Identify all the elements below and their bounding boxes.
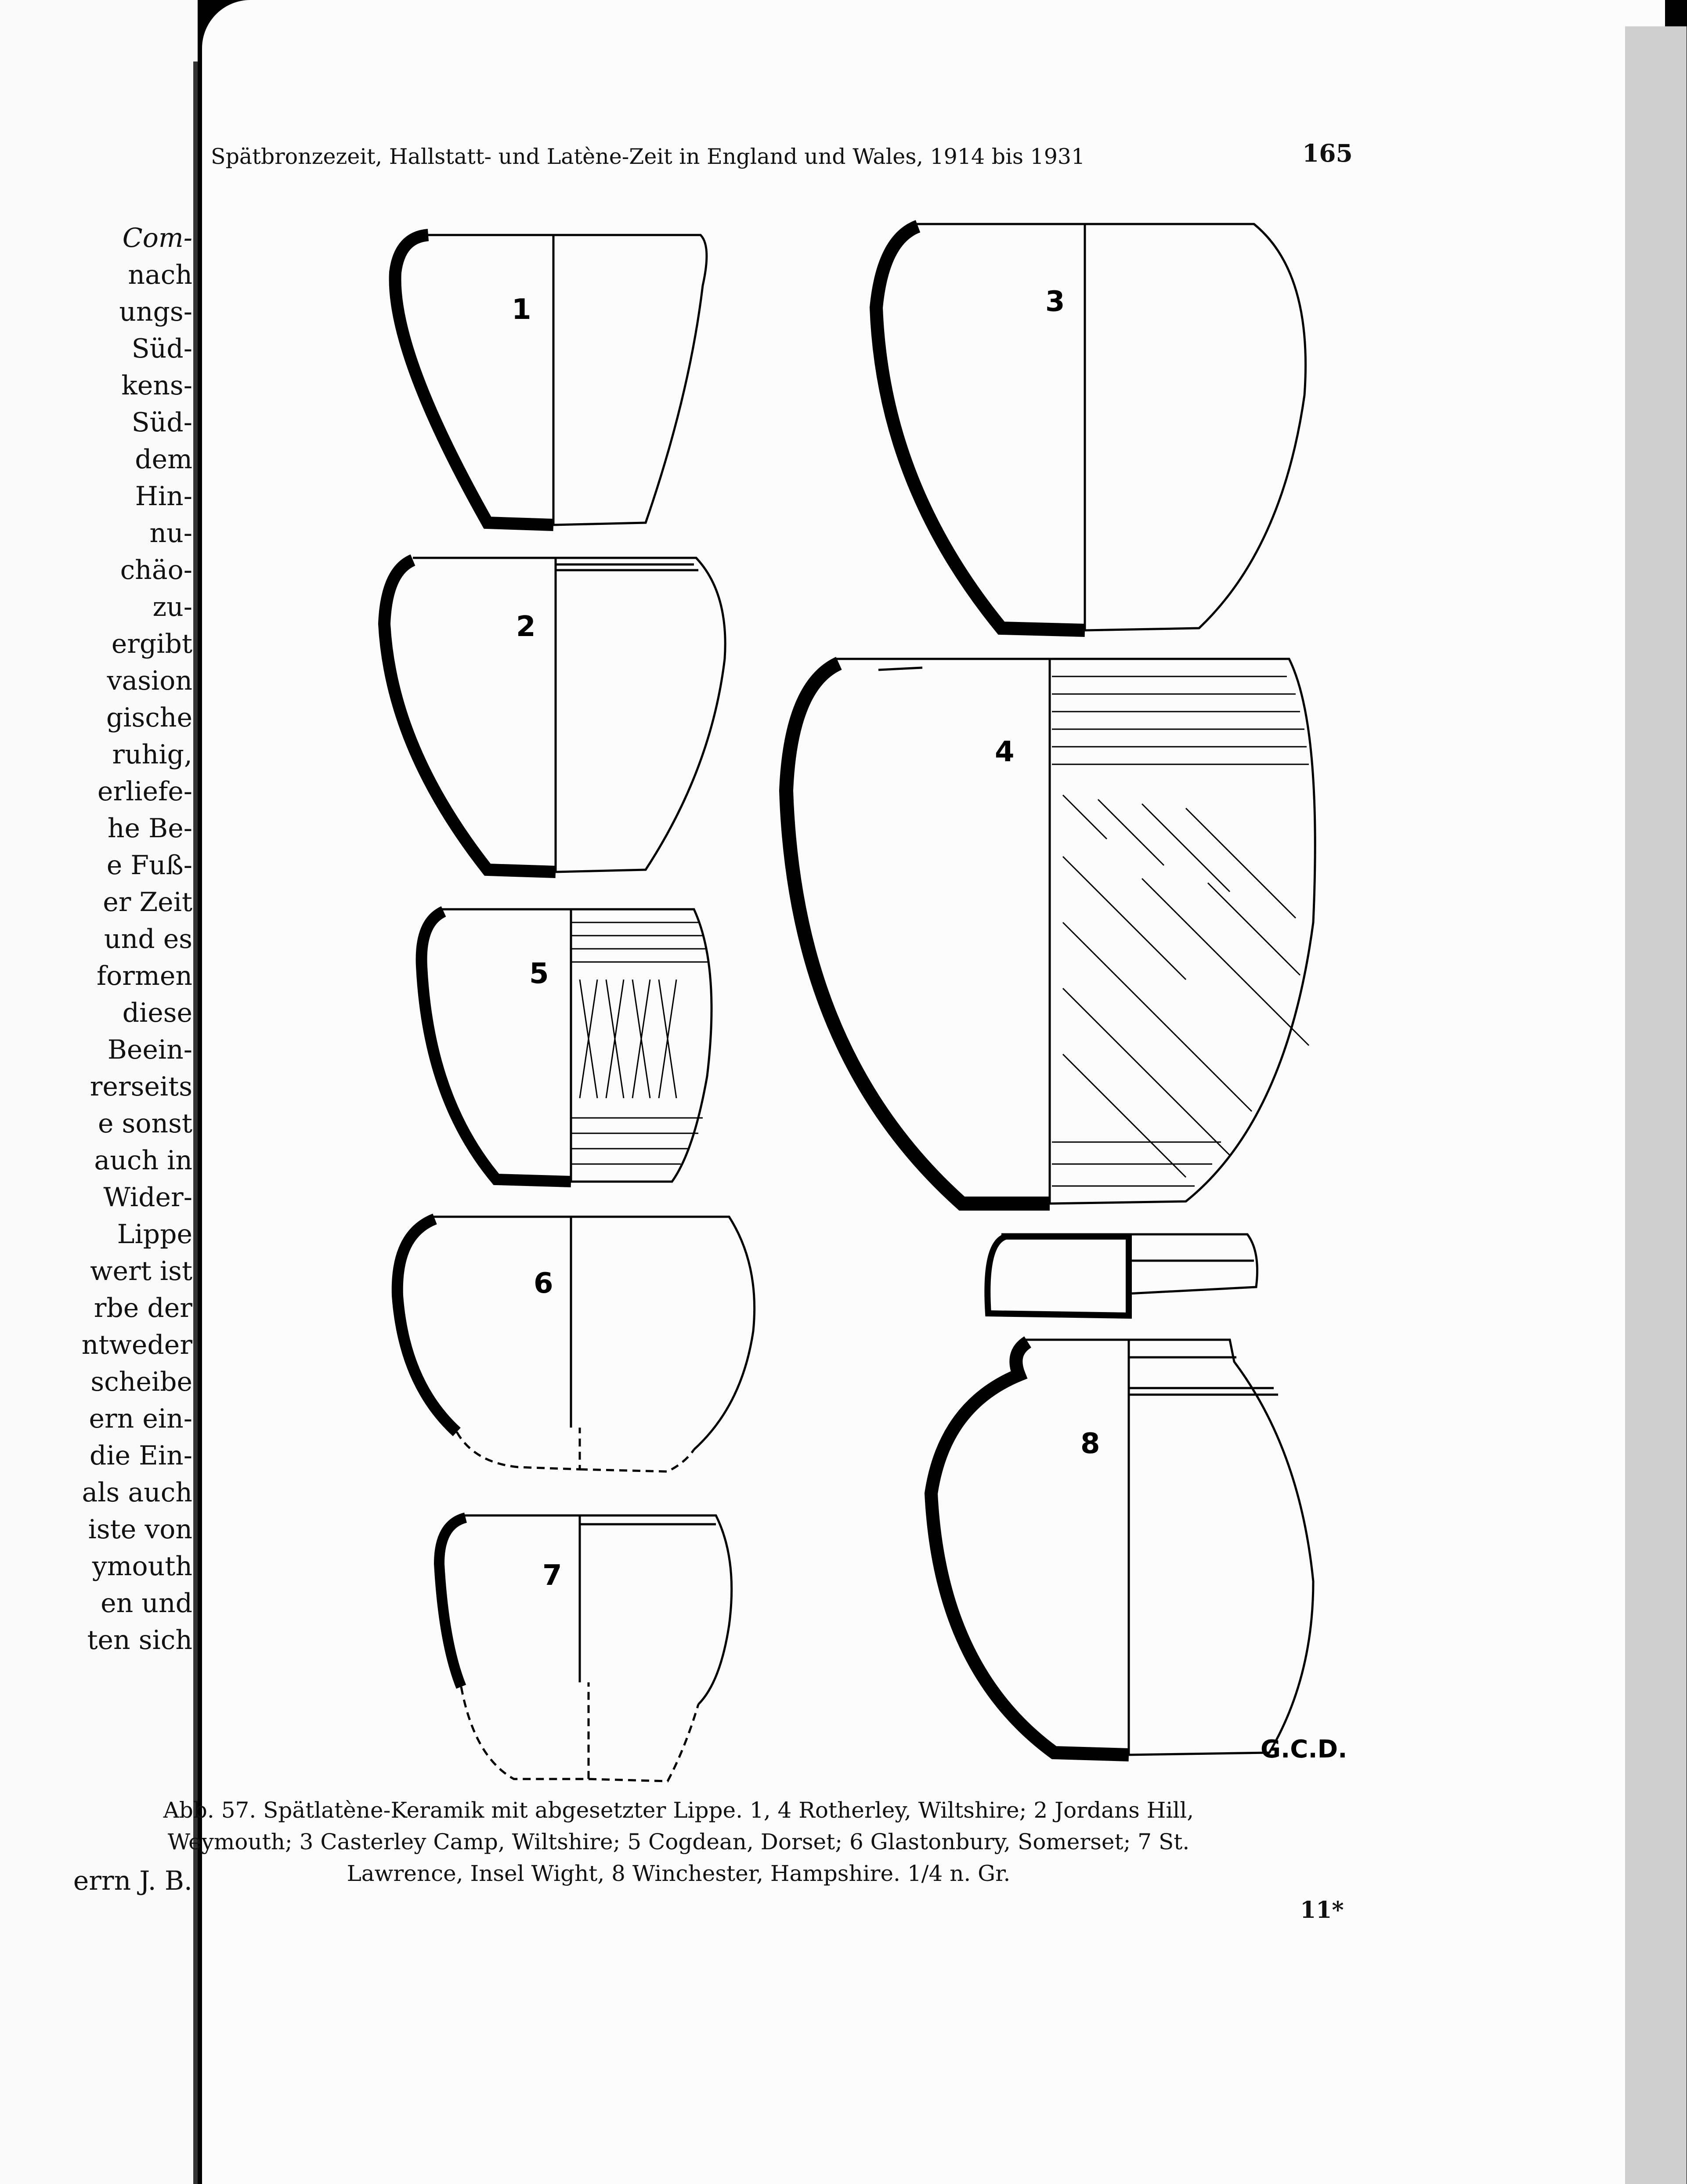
left-page-line: ergibt	[111, 629, 192, 659]
left-page-line: Com-	[122, 223, 192, 253]
left-page-line: e Fuß-	[106, 850, 192, 881]
signature-mark: 11*	[1300, 1897, 1344, 1924]
left-page-line: diese	[122, 998, 192, 1028]
left-page-line: als auch	[82, 1477, 192, 1508]
vessel-label-3: 3	[1045, 286, 1065, 318]
left-page-line: he Be-	[107, 813, 192, 844]
vessel-label-4: 4	[995, 736, 1015, 768]
left-page-line: rerseits	[90, 1071, 192, 1102]
vessel-label-2: 2	[516, 611, 536, 643]
vessel-3-drawing	[876, 224, 1306, 630]
left-page-line: ern ein-	[89, 1403, 192, 1434]
left-page-line: Süd-	[131, 407, 192, 438]
vessel-8-drawing	[931, 1234, 1313, 1755]
left-page-line: ungs-	[119, 297, 192, 327]
vessel-1-drawing	[395, 235, 707, 525]
left-page-line: zu-	[152, 592, 192, 622]
left-page-line: e sonst	[98, 1108, 192, 1139]
vessel-label-7: 7	[542, 1559, 562, 1592]
left-page-line: rbe der	[94, 1293, 192, 1323]
artist-initials: G.C.D.	[1261, 1735, 1347, 1764]
left-page-line: Wider-	[103, 1182, 192, 1213]
vessel-7-drawing	[439, 1515, 732, 1781]
left-page-line: ruhig,	[112, 739, 192, 770]
running-header: Spätbronzezeit, Hallstatt- und Latène-Zeit in England und Wales, 1914 bis 1931	[211, 144, 1085, 169]
vessel-2-drawing	[384, 558, 725, 872]
left-page-line: die Ein-	[89, 1440, 192, 1471]
left-page-line: ten sich	[87, 1625, 192, 1656]
left-page-line: Beein-	[107, 1034, 192, 1065]
vessel-label-1: 1	[512, 293, 531, 326]
left-page-line: ntweder	[81, 1330, 192, 1360]
vessel-label-5: 5	[529, 958, 549, 990]
left-page-line: kens-	[121, 370, 192, 401]
left-page-line: iste von	[88, 1514, 192, 1545]
figure-caption: Abb. 57. Spätlatène-Keramik mit abgesetzter Lippe. 1, 4 Rotherley, Wiltshire; 2 Jordans Hill, Weymouth; 3 Casterley Camp, Wiltshire; 5 Cogdean, Dorset; 6 Glastonbury, Somerset; 7 St. Lawrence, Insel Wight, 8 Winchester, Hampshire. 1/4 n. Gr.	[163, 1797, 1194, 1886]
left-page-line: nu-	[149, 518, 192, 549]
left-page-line: er Zeit	[103, 887, 192, 918]
left-page-line: Hin-	[135, 481, 192, 512]
left-page-line: vasion	[107, 665, 192, 696]
vessel-label-6: 6	[534, 1267, 553, 1300]
left-page-line: erliefe-	[97, 776, 192, 807]
left-page-line: scheibe	[90, 1367, 192, 1397]
left-footer: errn J. B.	[73, 1866, 192, 1896]
left-page-line: formen	[96, 961, 192, 991]
vessel-label-8: 8	[1080, 1428, 1100, 1460]
vessel-5-drawing	[422, 909, 712, 1182]
left-page-line: ymouth	[92, 1551, 192, 1582]
left-page-line: gische	[106, 702, 192, 733]
left-page-line: Süd-	[131, 333, 192, 364]
left-page-line: en und	[101, 1588, 192, 1619]
left-page-line: auch in	[94, 1145, 192, 1176]
left-page-line: Lippe	[117, 1219, 192, 1250]
left-page-line: nach	[128, 260, 192, 290]
vessel-4-drawing	[786, 659, 1315, 1204]
left-page-line: chäo-	[120, 555, 192, 586]
left-page-line: und es	[104, 924, 192, 955]
left-page-line: dem	[135, 444, 192, 475]
left-page-line: wert ist	[90, 1256, 192, 1287]
page-number: 165	[1302, 139, 1353, 167]
vessel-6-drawing	[397, 1217, 755, 1472]
